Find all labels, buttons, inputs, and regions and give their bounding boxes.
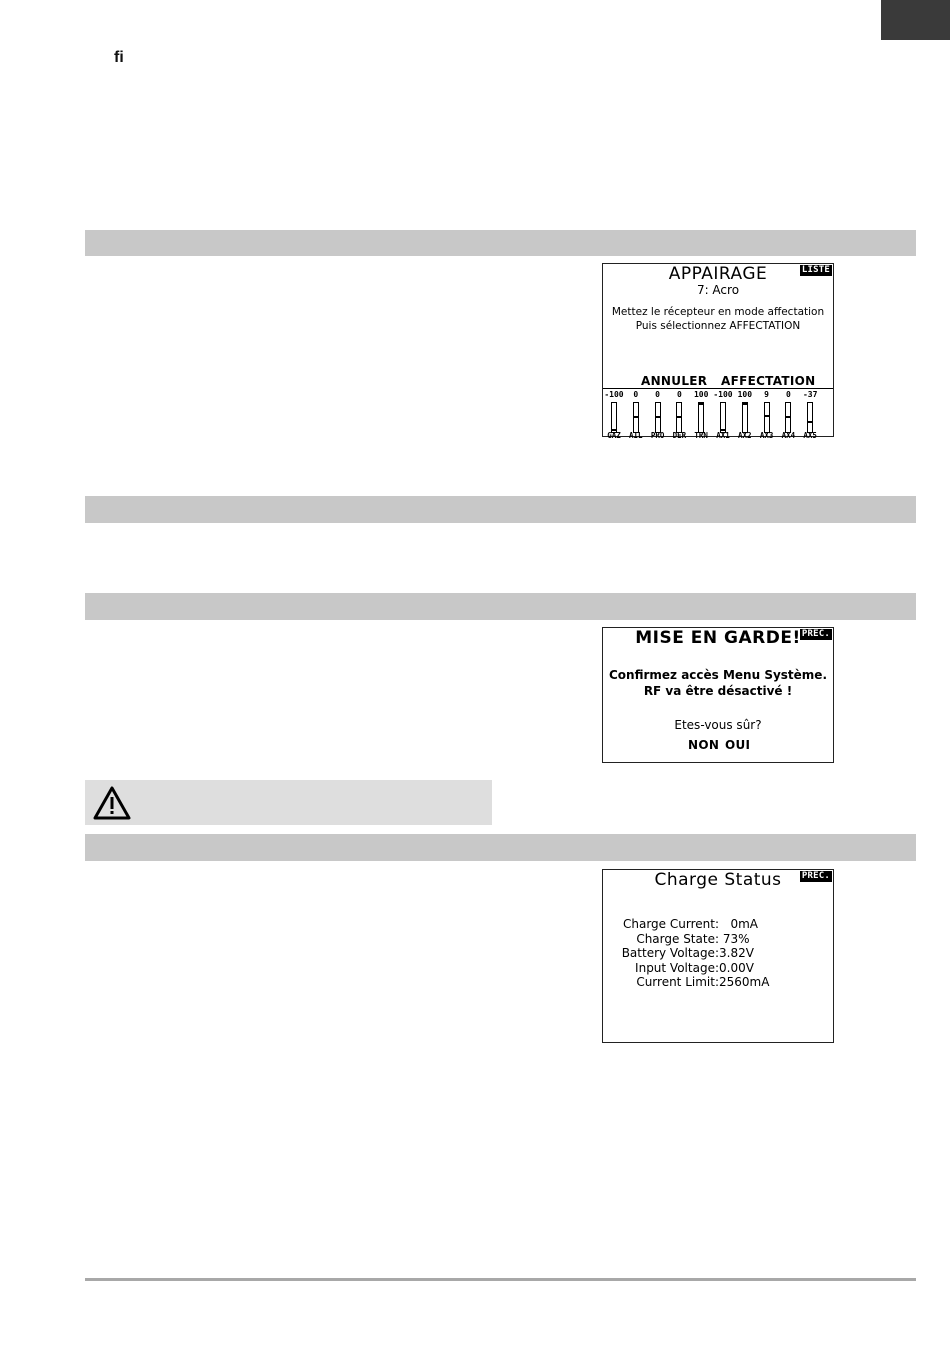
bind-instruction-2: Puis sélectionnez AFFECTATION: [635, 320, 801, 332]
channel-label: PRO: [650, 431, 665, 440]
channel-level-marker: [656, 416, 660, 418]
channel-value: -100: [604, 390, 624, 399]
channel-bar: [742, 402, 748, 433]
section-band-4: [85, 834, 916, 861]
charge-title: Charge Status: [654, 870, 782, 890]
channel-label: AX5: [803, 431, 817, 440]
channel-label: AX4: [781, 431, 796, 440]
model-name: 7: Acro: [696, 283, 740, 297]
channel-bar: [785, 402, 791, 433]
footer-rule: [85, 1278, 916, 1281]
section-band-2: [85, 496, 916, 523]
stat-label: Charge Current:: [623, 917, 719, 931]
channel-label: GAZ: [607, 431, 621, 440]
channel-label: AX3: [759, 431, 774, 440]
channel-bar: [720, 402, 726, 433]
channel-value: 0: [676, 390, 682, 399]
channel-bar: [676, 402, 682, 433]
no-button[interactable]: NON: [688, 738, 720, 752]
channel-value: 100: [737, 390, 753, 399]
bind-screen: [602, 263, 834, 440]
cancel-button[interactable]: ANNULER: [641, 374, 708, 388]
section-tab: [881, 0, 950, 40]
stat-value: 0.00V: [719, 960, 754, 975]
stat-label: Input Voltage:: [635, 960, 719, 975]
channel-bar: [633, 402, 639, 433]
stat-label: Charge State:: [636, 931, 719, 946]
bind-title: APPAIRAGE: [668, 264, 768, 284]
channel-value: 100: [693, 390, 709, 399]
channel-value: -100: [713, 390, 733, 399]
list-badge[interactable]: LISTE: [801, 265, 830, 275]
channel-level-marker: [634, 416, 638, 418]
warning-title: MISE EN GARDE!: [635, 628, 801, 648]
stat-label: Current Limit:: [636, 975, 719, 989]
bind-button[interactable]: AFFECTATION: [721, 374, 816, 388]
stat-value: 73%: [719, 931, 750, 946]
section-band-1: [85, 230, 916, 256]
channel-value: 0: [655, 390, 660, 399]
channel-label: AX1: [716, 431, 730, 440]
warning-triangle-icon: [93, 786, 131, 820]
warning-screen: [602, 627, 834, 763]
channel-value: 0: [633, 390, 639, 399]
channel-level-marker: [765, 415, 769, 417]
stat-label: Battery Voltage:: [621, 946, 719, 960]
warning-line-2: RF va être désactivé !: [643, 684, 793, 698]
channel-level-marker: [699, 403, 703, 405]
section-band-3: [85, 593, 916, 620]
channel-divider: [603, 388, 833, 389]
stat-value: 2560mA: [719, 975, 770, 989]
channel-label: AIL: [629, 431, 643, 440]
channel-value: -37: [802, 390, 818, 399]
ligature-glyph: ﬁ: [114, 49, 124, 66]
channel-value: 0: [785, 390, 791, 399]
channel-level-marker: [743, 403, 747, 405]
channel-label: AX2: [738, 431, 752, 440]
channel-bar: [807, 402, 813, 433]
channel-value: 9: [764, 390, 769, 399]
stat-value: 0mA: [719, 917, 758, 931]
channel-bar: [764, 402, 770, 433]
channel-bar: [655, 402, 661, 433]
back-badge[interactable]: PREC.: [801, 629, 830, 639]
channel-bar: [611, 402, 617, 433]
warning-line-1: Confirmez accès Menu Système.: [608, 668, 828, 682]
channel-monitor: [603, 390, 833, 440]
channel-level-marker: [808, 421, 812, 423]
stat-value: 3.82V: [719, 946, 754, 960]
back-badge[interactable]: PREC.: [801, 871, 830, 881]
yes-button[interactable]: OUI: [725, 738, 751, 752]
channel-label: DER: [672, 431, 687, 440]
channel-level-marker: [677, 416, 681, 418]
warning-question: Etes-vous sûr?: [674, 718, 762, 732]
bind-instruction-1: Mettez le récepteur en mode affectation: [611, 306, 825, 318]
channel-label: TRN: [694, 431, 708, 440]
channel-bar: [698, 402, 704, 433]
channel-level-marker: [786, 416, 790, 418]
charge-status-screen: [602, 869, 834, 1043]
warning-note: [85, 780, 492, 825]
